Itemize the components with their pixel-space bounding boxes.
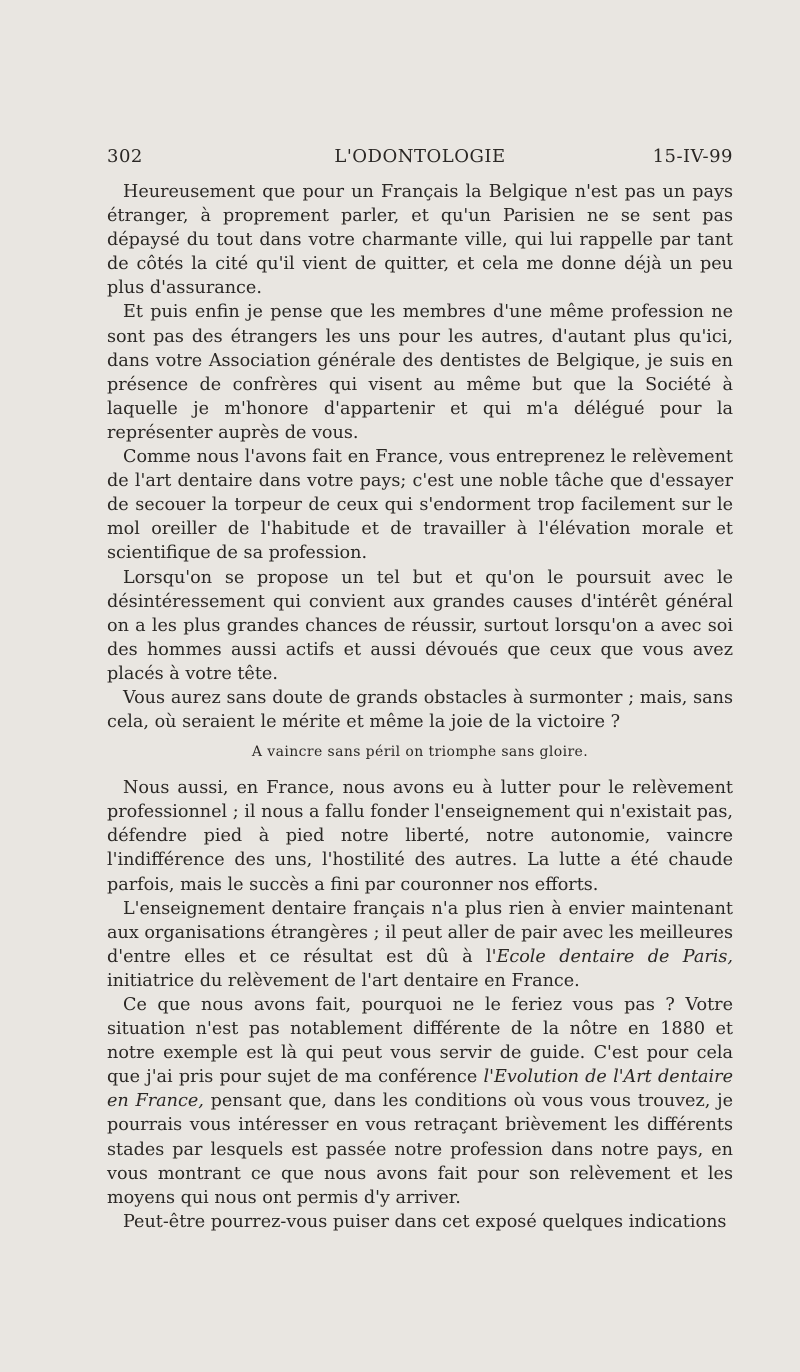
page-body	[107, 180, 733, 1234]
quotation: A vaincre sans péril on triomphe sans gloire.	[251, 744, 589, 761]
conference-title: l'Evolution de l'Art dentaire en France,	[107, 1067, 733, 1112]
paragraph-text: initiatrice du relèvement de l'art dentaire en France.	[107, 970, 580, 991]
paragraph: Vous aurez sans doute de grands obstacles à surmonter ; mais, sans cela, où seraient le mérite et même la joie de la victoire ?	[107, 687, 733, 733]
journal-title: L'ODONTOLOGIE	[334, 146, 506, 167]
paragraph: Nous aussi, en France, nous avons eu à lutter pour le relèvement professionnel ; il nous a fallu fonder l'enseignement qui n'existait pas, défendre pied à pied notre liberté, notre autonomie, vaincre l'indifférence des uns, l'hostilité des autres. La lutte a été chaude parfois, mais le succès a fini par couronner nos efforts.	[107, 778, 733, 895]
paragraph-school	[107, 897, 733, 993]
issue-date: 15-IV-99	[652, 146, 733, 167]
paragraph: Peut-être pourrez-vous puiser dans cet exposé quelques indications	[123, 1211, 727, 1232]
page-number: 302	[107, 146, 143, 167]
school-name: Ecole dentaire de Paris,	[496, 946, 733, 967]
paragraph-text: L'enseignement dentaire français n'a plus rien à envier maintenant aux organisations étrangères ; il peut aller de pair avec les meilleures d'entre elles et ce résultat est dû à l'	[107, 898, 733, 967]
running-header	[107, 146, 733, 174]
paragraph: Heureusement que pour un Français la Belgique n'est pas un pays étranger, à proprement parler, et qu'un Parisien ne se sent pas dépaysé du tout dans votre charmante ville, qui lui rappelle par tant de côtés la cité qu'il vient de quitter, et cela me donne déjà un peu plus d'assurance.	[107, 182, 733, 299]
paragraph-text: Ce que nous avons fait, pourquoi ne le feriez vous pas ? Votre situation n'est pas notablement différente de la nôtre en 1880 et notre exemple est là qui peut vous servir de guide. C'est pour cela que j'ai pris pour sujet de ma conférence	[107, 995, 733, 1088]
paragraph-conference	[107, 993, 733, 1210]
paragraph: Et puis enfin je pense que les membres d'une même profession ne sont pas des étrangers les uns pour les autres, d'autant plus qu'ici, dans votre Association générale des dentistes de Belgique, je suis en présence de confrères qui visent au même but que la Société à laquelle je m'honore d'appartenir et qui m'a délégué pour la représenter auprès de vous.	[107, 302, 733, 443]
paragraph: Lorsqu'on se propose un tel but et qu'on le poursuit avec le désintéressement qui convient aux grandes causes d'intérêt général on a les plus grandes chances de réussir, surtout lorsqu'on a avec soi des hommes aussi actifs et aussi dévoués que ceux que vous avez placés à votre tête.	[107, 567, 733, 684]
paragraph: Comme nous l'avons fait en France, vous entreprenez le relèvement de l'art dentaire dans votre pays; c'est une noble tâche que d'essayer de secouer la torpeur de ceux qui s'endorment trop facilement sur le mol oreiller de l'habitude et de travailler à l'élévation morale et scientifique de sa profession.	[107, 447, 733, 564]
paragraph-text: pensant que, dans les conditions où vous vous trouvez, je pourrais vous intéresser en vous retraçant brièvement les différents stades par lesquels est passée notre profession dans notre pays, en vous montrant ce que nous avons fait pour son relèvement et les moyens qui nous ont permis d'y arriver.	[107, 1091, 733, 1208]
